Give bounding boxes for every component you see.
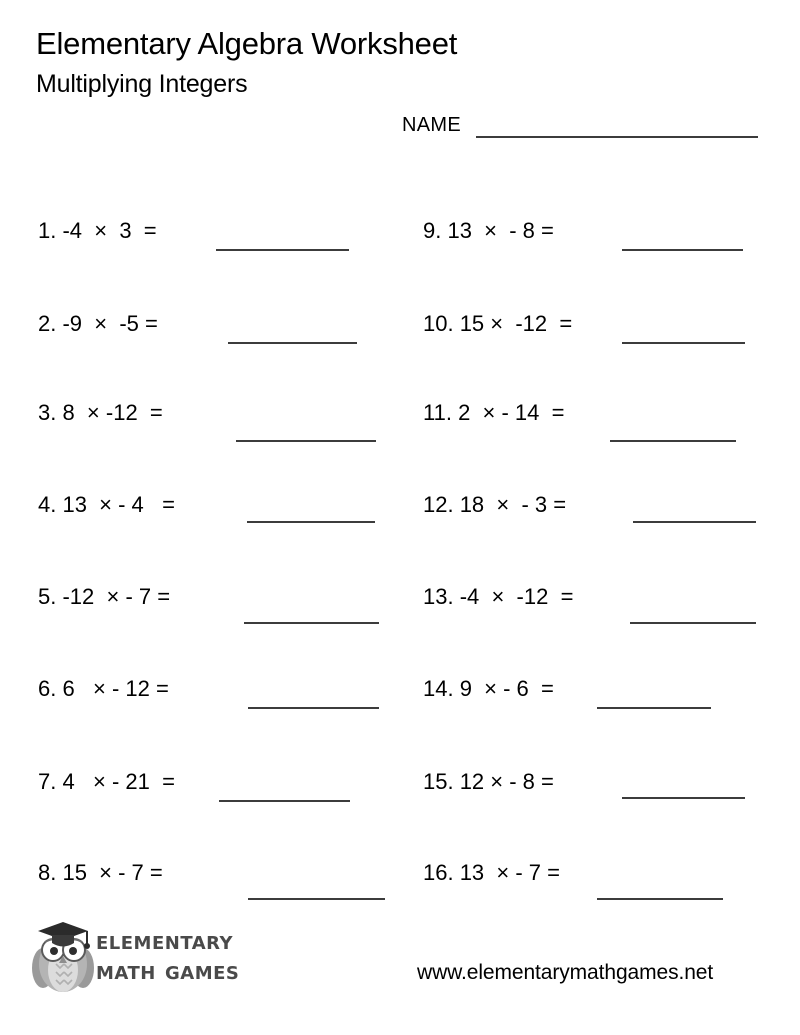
answer-rule-15[interactable] — [622, 797, 745, 799]
answer-rule-8[interactable] — [248, 898, 385, 900]
problem-expression: 15. 12 × - 8 = — [423, 769, 554, 794]
answer-rule-4[interactable] — [247, 521, 375, 523]
problem-expression: 3. 8 × -12 = — [38, 400, 163, 425]
problem-expression: 1. -4 × 3 = — [38, 218, 157, 243]
problem-expression: 5. -12 × - 7 = — [38, 584, 171, 609]
problem-expression: 8. 15 × - 7 = — [38, 860, 163, 885]
problem-expression: 6. 6 × - 12 = — [38, 676, 169, 701]
problem-expression: 16. 13 × - 7 = — [423, 860, 560, 885]
name-input-rule[interactable] — [476, 136, 758, 138]
problem-expression: 14. 9 × - 6 = — [423, 676, 554, 701]
logo — [30, 920, 300, 995]
answer-rule-13[interactable] — [630, 622, 756, 624]
answer-rule-6[interactable] — [248, 707, 379, 709]
answer-rule-11[interactable] — [610, 440, 736, 442]
owl-logo-icon — [30, 920, 96, 994]
page-subtitle: Multiplying Integers — [36, 70, 248, 98]
answer-rule-2[interactable] — [228, 342, 357, 344]
problem-expression: 12. 18 × - 3 = — [423, 492, 567, 517]
answer-rule-10[interactable] — [622, 342, 745, 344]
answer-rule-7[interactable] — [219, 800, 350, 802]
name-label: NAME — [402, 114, 461, 136]
logo-wordmark — [96, 926, 296, 990]
logo-line-2: math games — [96, 956, 240, 985]
answer-rule-9[interactable] — [622, 249, 743, 251]
problem-expression: 10. 15 × -12 = — [423, 311, 573, 336]
answer-rule-14[interactable] — [597, 707, 711, 709]
problem-expression: 7. 4 × - 21 = — [38, 769, 175, 794]
answer-rule-5[interactable] — [244, 622, 379, 624]
site-url: www.elementarymathgames.net — [417, 961, 714, 984]
problem-expression: 11. 2 × - 14 = — [423, 400, 565, 425]
page-title: Elementary Algebra Worksheet — [36, 26, 458, 61]
problem-expression: 2. -9 × -5 = — [38, 311, 158, 336]
answer-rule-12[interactable] — [633, 521, 756, 523]
problem-expression: 4. 13 × - 4 = — [38, 492, 175, 517]
answer-rule-1[interactable] — [216, 249, 349, 251]
problem-expression: 9. 13 × - 8 = — [423, 218, 554, 243]
answer-rule-16[interactable] — [597, 898, 723, 900]
problem-expression: 13. -4 × -12 = — [423, 584, 574, 609]
logo-line-1: elementary — [96, 926, 234, 955]
answer-rule-3[interactable] — [236, 440, 376, 442]
